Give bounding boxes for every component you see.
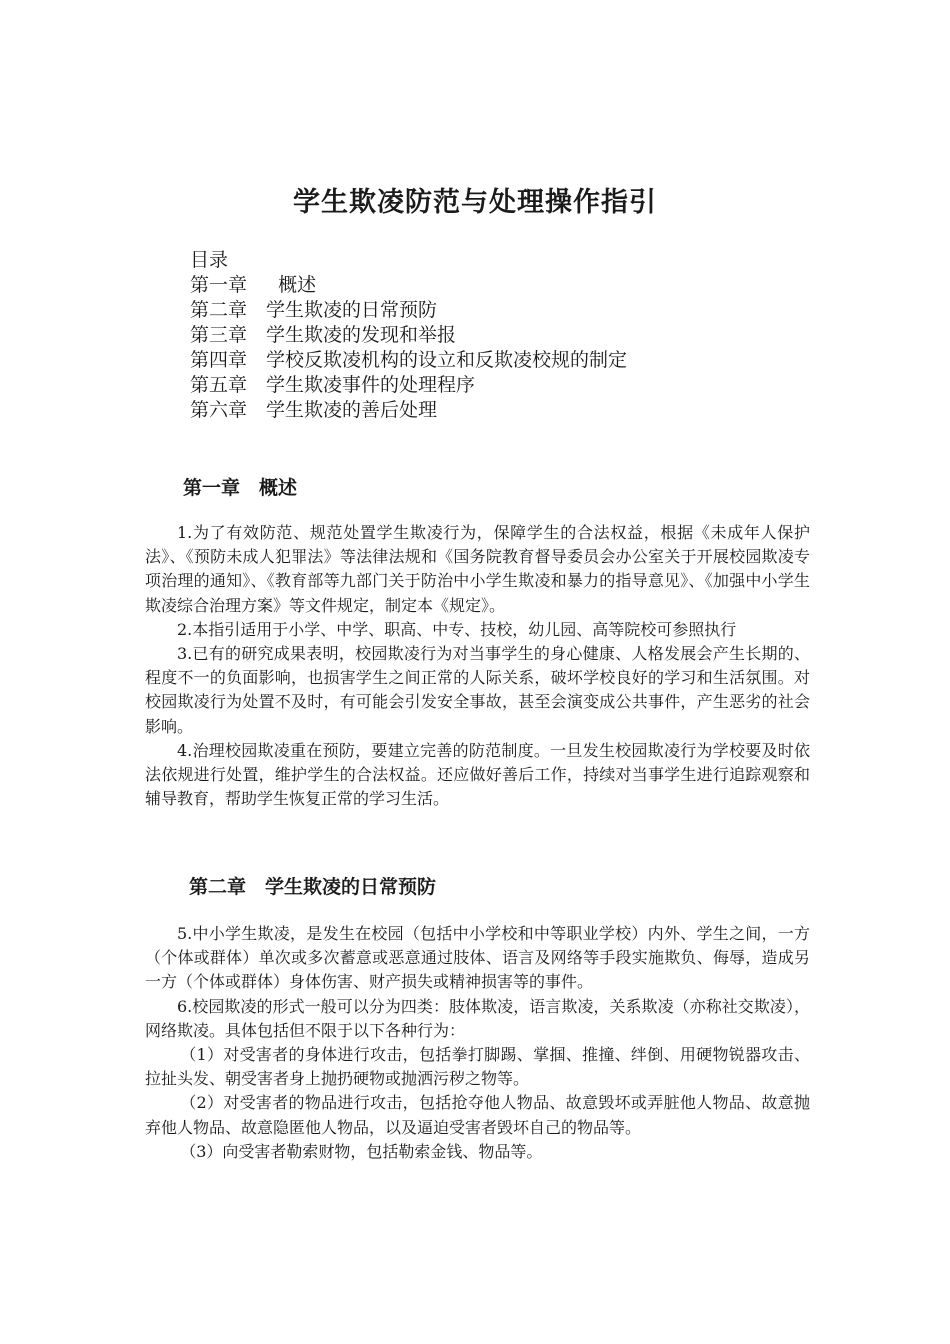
paragraph-6: 6.校园欺凌的形式一般可以分为四类：肢体欺凌，语言欺凌，关系欺凌（亦称社交欺凌），网络欺凌。具体包括但不限于以下各种行为： bbox=[145, 996, 810, 1040]
sub-item-1: （1）对受害者的身体进行攻击，包括拳打脚踢、掌掴、推撞、绊倒、用硬物锐器攻击、拉扯头发、朝受害者身上抛扔硬物或抛洒污秽之物等。 bbox=[145, 1045, 810, 1089]
paragraph-5: 5.中小学生欺凌，是发生在校园（包括中小学校和中等职业学校）内外、学生之间，一方（个体或群体）单次或多次蓄意或恶意通过肢体、语言及网络等手段实施欺负、侮辱，造成另一方（个体或群体）身体伤害、财产损失或精神损害等的事件。 bbox=[145, 924, 810, 992]
sub-item-3: （3）向受害者勒索财物，包括勒索金钱、物品等。 bbox=[180, 1141, 543, 1161]
paragraph-2: 2.本指引适用于小学、中学、职高、中专、技校，幼儿园、高等院校可参照执行 bbox=[177, 619, 737, 639]
toc-item-chapter-3: 第三章 学生欺凌的发现和举报 bbox=[190, 324, 457, 346]
toc-item-chapter-5: 第五章 学生欺凌事件的处理程序 bbox=[190, 374, 476, 396]
document-title: 学生欺凌防范与处理操作指引 bbox=[293, 187, 657, 218]
paragraph-4: 4.治理校园欺凌重在预防，要建立完善的防范制度。一旦发生校园欺凌行为学校要及时依法依规进行处置，维护学生的合法权益。还应做好善后工作，持续对当事学生进行追踪观察和辅导教育，帮助学生恢复正常的学习生活。 bbox=[145, 740, 810, 809]
chapter-2-body bbox=[145, 922, 810, 1164]
toc-heading: 目录 bbox=[190, 249, 229, 271]
toc-item-chapter-1: 第一章 概述 bbox=[190, 274, 317, 296]
toc-item-chapter-6: 第六章 学生欺凌的善后处理 bbox=[190, 399, 438, 421]
toc-item-chapter-4: 第四章 学校反欺凌机构的设立和反欺凌校规的制定 bbox=[190, 349, 628, 371]
toc-item-chapter-2: 第二章 学生欺凌的日常预防 bbox=[190, 299, 438, 321]
chapter-1-body bbox=[145, 521, 810, 811]
paragraph-3: 3.已有的研究成果表明，校园欺凌行为对当事学生的身心健康、人格发展会产生长期的、程度不一的负面影响，也损害学生之间正常的人际关系，破坏学校良好的学习和生活氛围。对校园欺凌行为处置不及时，有可能会引发安全事故，甚至会演变成公共事件，产生恶劣的社会影响。 bbox=[145, 644, 810, 736]
chapter-2-heading: 第二章 学生欺凌的日常预防 bbox=[189, 876, 437, 898]
sub-item-2: （2）对受害者的物品进行攻击，包括抢夺他人物品、故意毁坏或弄脏他人物品、故意抛弃他人物品、故意隐匿他人物品，以及逼迫受害者毁坏自己的物品等。 bbox=[145, 1093, 810, 1137]
table-of-contents bbox=[190, 248, 830, 423]
chapter-1-heading: 第一章 概述 bbox=[183, 477, 298, 499]
paragraph-1: 1.为了有效防范、规范处置学生欺凌行为，保障学生的合法权益，根据《未成年人保护法》、《预防未成人犯罪法》等法律法规和《国务院教育督导委员会办公室关于开展校园欺凌专项治理的通知》、《教育部等九部门关于防治中小学生欺凌和暴力的指导意见》、《加强中小学生欺凌综合治理方案》等文件规定，制定本《规定》。 bbox=[145, 523, 810, 615]
